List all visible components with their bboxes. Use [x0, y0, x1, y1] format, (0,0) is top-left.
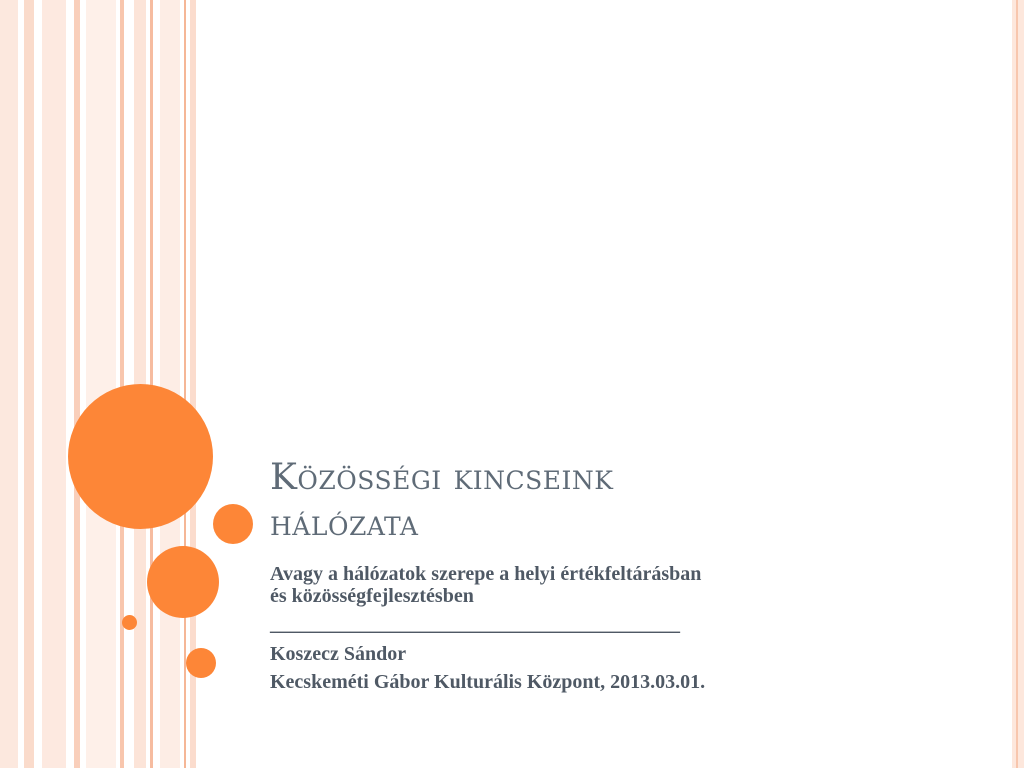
separator-line: _________________________________________	[270, 613, 680, 635]
decor-stripe	[42, 0, 66, 768]
decor-stripe-right	[1012, 0, 1024, 768]
slide-title-line: Közösségi kincseink	[270, 457, 614, 498]
decor-circle-medium	[147, 546, 219, 618]
decor-stripe-right	[1016, 0, 1018, 768]
decor-stripe	[184, 0, 186, 768]
subtitle-line: Avagy a hálózatok szerepe a helyi értékfeltárásban	[270, 563, 702, 585]
decor-stripe	[24, 0, 34, 768]
decor-circle-tiny	[122, 615, 137, 630]
affiliation: Kecskeméti Gábor Kulturális Központ, 2013.03.01.	[270, 671, 706, 693]
slide-title	[270, 455, 990, 547]
decor-stripe	[120, 0, 124, 768]
subtitle-line: és közösségfejlesztésben	[270, 585, 474, 607]
decor-circle-large	[68, 384, 213, 529]
decor-stripe	[74, 0, 80, 768]
decor-circle-small	[213, 504, 253, 544]
author-name: Koszecz Sándor	[270, 643, 407, 665]
slide-title-line: hálózata	[270, 503, 419, 544]
decor-stripe	[0, 0, 18, 768]
decor-circle-small	[186, 648, 216, 678]
slide-body	[270, 563, 970, 697]
decor-stripe	[86, 0, 116, 768]
decor-stripe	[160, 0, 180, 768]
